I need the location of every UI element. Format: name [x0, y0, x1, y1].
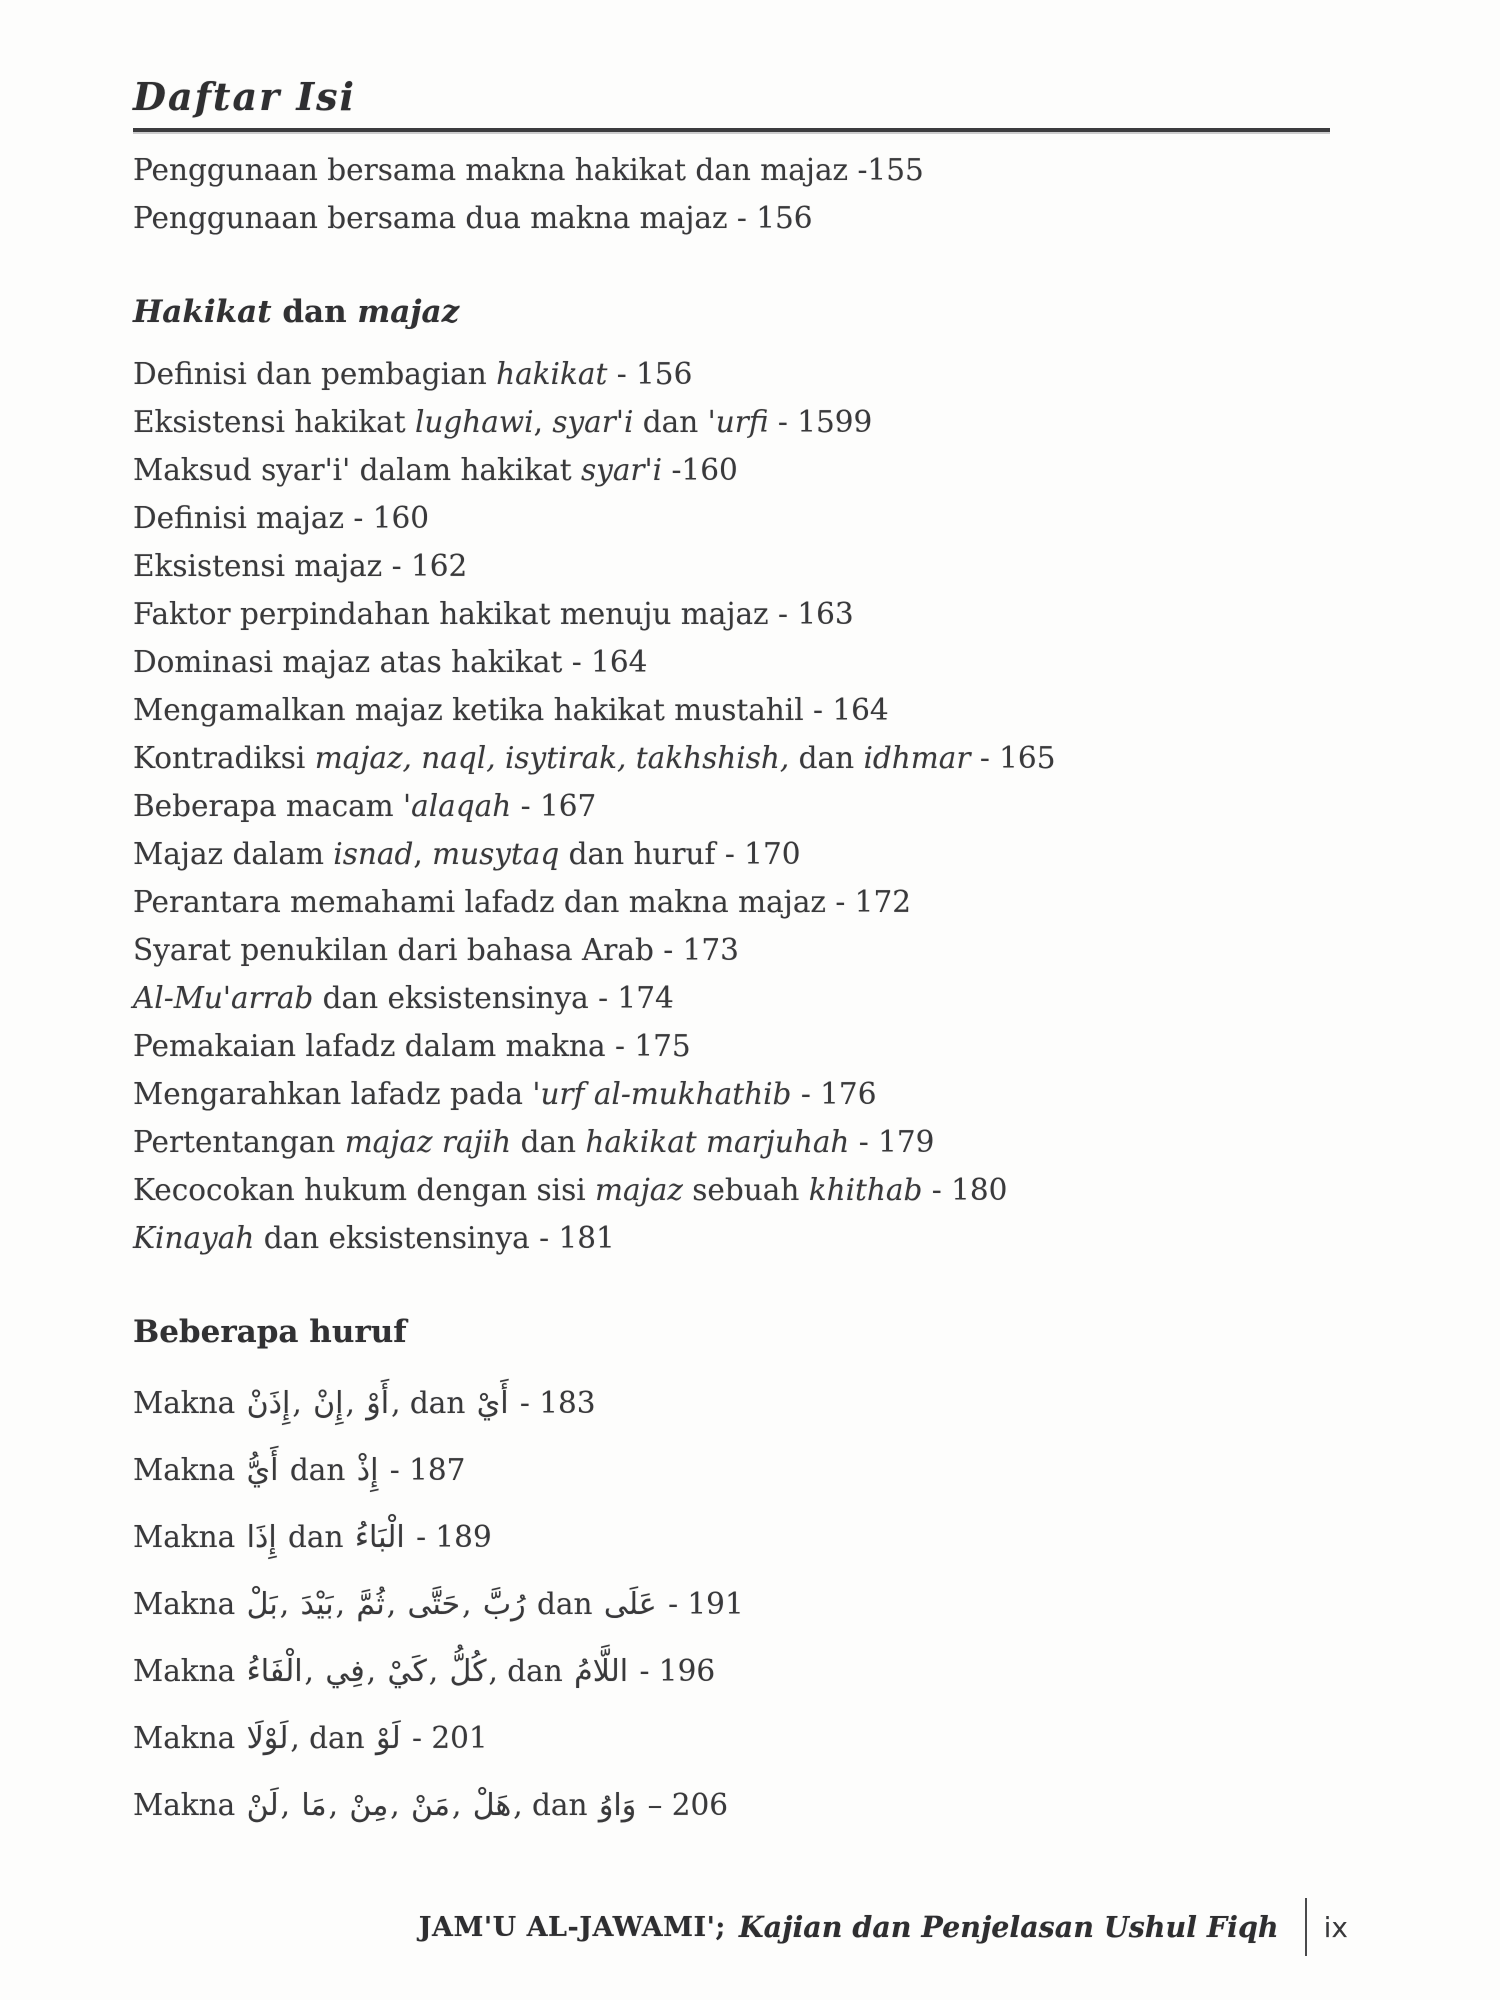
arabic-term: فِي: [325, 1654, 365, 1689]
toc-entry: Syarat penukilan dari bahasa Arab - 173: [133, 933, 739, 967]
toc-entry: Definisi dan pembagian hakikat - 156: [133, 357, 693, 391]
toc-entry: Kecocokan hukum dengan sisi majaz sebuah khithab - 180: [133, 1173, 1008, 1207]
arabic-term: لَوْ: [376, 1721, 401, 1756]
toc-entry: Al-Mu'arrab dan eksistensinya - 174: [133, 981, 674, 1015]
toc-entry: Penggunaan bersama makna hakikat dan majaz -155: [133, 153, 924, 187]
arabic-term: ثُمَّ: [356, 1587, 385, 1622]
arabic-term: أَيْ: [476, 1386, 509, 1421]
arabic-term: بَلْ: [246, 1587, 278, 1622]
arabic-term: اللَّامُ: [574, 1654, 629, 1689]
page-title: Daftar Isi: [133, 74, 356, 119]
toc-entry: Dominasi majaz atas hakikat - 164: [133, 645, 648, 679]
toc-hakikat-list: [133, 350, 1383, 1262]
toc-entry: Makna لَوْلَا, dan لَوْ - 201: [133, 1721, 488, 1756]
arabic-term: هَلْ: [472, 1788, 512, 1823]
footer-divider: [1305, 1898, 1307, 1956]
arabic-term: إِذَا: [246, 1520, 277, 1555]
toc-entry: Kontradiksi majaz, naql, isytirak, takhshish, dan idhmar - 165: [133, 741, 1056, 775]
toc-entry: Majaz dalam isnad, musytaq dan huruf - 170: [133, 837, 801, 871]
toc-entry: Eksistensi hakikat lughawi, syar'i dan 'urfi - 1599: [133, 405, 873, 439]
toc-entry: Perantara memahami lafadz dan makna majaz - 172: [133, 885, 911, 919]
toc-entry: Beberapa macam 'alaqah - 167: [133, 789, 597, 823]
arabic-term: بَيْدَ: [300, 1587, 334, 1622]
toc-entry: Pertentangan majaz rajih dan hakikat marjuhah - 179: [133, 1125, 935, 1159]
toc-entry: Definisi majaz - 160: [133, 501, 430, 535]
footer-book-title: JAM'U AL-JAWAMI';: [418, 1911, 726, 1943]
section-heading-hakikat-dan-majaz: Hakikat dan majaz: [133, 294, 460, 330]
header-rule: [133, 128, 1330, 132]
arabic-term: مَنْ: [411, 1788, 450, 1823]
toc-entry: Mengarahkan lafadz pada 'urf al-mukhathib - 176: [133, 1077, 877, 1111]
toc-entry: Eksistensi majaz - 162: [133, 549, 468, 583]
arabic-term: إِذَنْ: [246, 1386, 291, 1421]
page-footer: [419, 1898, 1348, 1956]
toc-entry: Faktor perpindahan hakikat menuju majaz - 163: [133, 597, 854, 631]
toc-entry: Makna لَنْ, مَا, مِنْ, مَنْ, هَلْ, dan وَاوُ – 206: [133, 1788, 728, 1823]
arabic-term: كُلُّ: [449, 1654, 487, 1689]
arabic-term: رُبَّ: [482, 1587, 526, 1622]
section-heading-beberapa-huruf: Beberapa huruf: [133, 1314, 407, 1350]
arabic-term: أَيُّ: [246, 1453, 279, 1488]
toc-entry: Makna إِذَا dan الْبَاءُ - 189: [133, 1520, 492, 1555]
arabic-term: الْفَاءُ: [246, 1654, 303, 1689]
arabic-term: مِنْ: [349, 1788, 389, 1823]
footer-subtitle: Kajian dan Penjelasan Ushul Fiqh: [738, 1910, 1279, 1944]
arabic-term: وَاوُ: [598, 1788, 637, 1823]
toc-entry: Makna بَلْ, بَيْدَ, ثُمَّ, حَتَّى, رُبَّ dan عَلَى - 191: [133, 1587, 744, 1622]
arabic-term: الْبَاءُ: [354, 1520, 405, 1555]
toc-entry: Kinayah dan eksistensinya - 181: [133, 1221, 615, 1255]
toc-entry: Makna الْفَاءُ, فِي, كَيْ, كُلُّ, dan اللَّامُ - 196: [133, 1654, 716, 1689]
arabic-term: إِذْ: [356, 1453, 379, 1488]
toc-content: [133, 74, 1383, 1839]
toc-entry: Mengamalkan majaz ketika hakikat mustahil - 164: [133, 693, 889, 727]
arabic-term: كَيْ: [387, 1654, 427, 1689]
arabic-term: حَتَّى: [407, 1587, 461, 1622]
toc-entry: Makna أَيُّ dan إِذْ - 187: [133, 1453, 466, 1488]
arabic-term: أَوْ: [366, 1386, 390, 1421]
toc-huruf-list: [133, 1370, 1383, 1839]
toc-entry: Pemakaian lafadz dalam makna - 175: [133, 1029, 691, 1063]
page-number: ix: [1323, 1910, 1348, 1944]
toc-entry: Makna إِذَنْ, إِنْ, أَوْ, dan أَيْ - 183: [133, 1386, 596, 1421]
toc-entry: Maksud syar'i' dalam hakikat syar'i -160: [133, 453, 738, 487]
toc-intro-list: [133, 146, 1383, 242]
arabic-term: عَلَى: [603, 1587, 657, 1622]
arabic-term: مَا: [301, 1788, 327, 1823]
arabic-term: لَنْ: [246, 1788, 279, 1823]
arabic-term: لَوْلَا: [246, 1721, 289, 1756]
arabic-term: إِنْ: [313, 1386, 344, 1421]
toc-entry: Penggunaan bersama dua makna majaz - 156: [133, 201, 813, 235]
